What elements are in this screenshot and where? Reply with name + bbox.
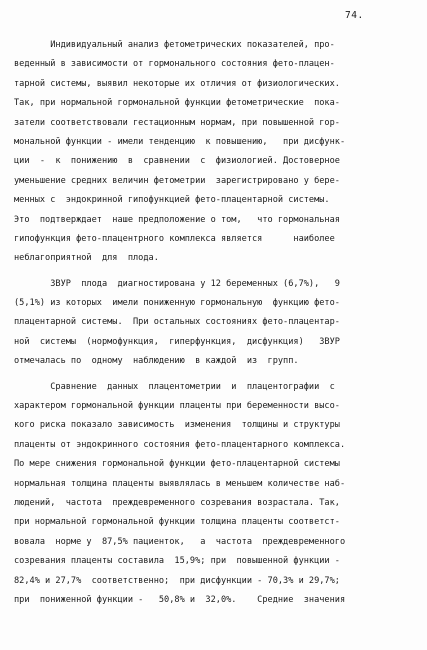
text-line: нормальная толщина плаценты выявлялась в меньшем количестве наб-	[14, 478, 346, 489]
text-line: созревания плаценты составила 15,9%; при повышенной функции -	[14, 556, 340, 567]
text-line: Индивидуальный анализ фетометрических показателей, про-	[14, 40, 335, 50]
text-line: людений, частота преждевременного созревания возрастала. Так,	[14, 497, 340, 508]
text-line: ной системы (нормофункция, гиперфункция, дисфункция) ЗВУР	[14, 336, 340, 347]
text-line: затели соответствовали гестационным нормам, при повышенной гор-	[14, 117, 340, 128]
text-line: неблагоприятной для плода.	[14, 253, 159, 264]
text-line: 82,4% и 27,7% соответственно; при дисфункции - 70,3% и 29,7%;	[14, 575, 340, 586]
paragraph	[14, 36, 416, 269]
text-line: плаценты от эндокринного состояния фето-плацентарного комплекса.	[14, 439, 346, 450]
text-line: Так, при нормальной гормональной функции фетометрические пока-	[14, 98, 340, 109]
text-line: плацентарной системы. При остальных состояниях фето-плацентар-	[14, 317, 340, 328]
text-line: (5,1%) из которых имели пониженную гормональную функцию фето-	[14, 298, 340, 309]
text-line: гипофункция фето-плацентрного комплекса является наиболее	[14, 233, 335, 244]
paragraph	[14, 378, 416, 611]
text-line: тарной системы, выявил некоторые их отличия от физиологических.	[14, 78, 340, 89]
text-line: кого риска показало зависимость изменения толщины и структуры	[14, 420, 340, 431]
text-line: менных с эндокринной гипофункцией фето-плацентарной системы.	[14, 195, 330, 206]
text-line: характером гормональной функции плаценты при беременности высо-	[14, 401, 340, 412]
text-line: веденный в зависимости от гормонального состояния фето-плацен-	[14, 59, 335, 70]
text-line: уменьшение средних величин фетометрии зарегистрировано у бере-	[14, 175, 340, 186]
text-line: вовала норме у 87,5% пациенток, а частота преждевременного	[14, 536, 346, 547]
paragraph	[14, 275, 416, 372]
text-line: отмечалась по одному наблюдению в каждой из групп.	[14, 356, 299, 367]
text-line: при нормальной гормональной функции толщина плаценты соответст-	[14, 517, 340, 528]
text-line: при пониженной функции - 50,8% и 32,0%. Средние значения	[14, 594, 346, 605]
page-number: 74.	[345, 10, 364, 21]
text-line: ЗВУР плода диагностирована у 12 беременных (6,7%), 9	[14, 278, 340, 289]
text-line: Это подтверждает наше предположение о том, что гормональная	[14, 214, 340, 225]
text-line: По мере снижения гормональной функции фето-плацентарной системы	[14, 459, 340, 470]
text-line: Сравнение данных плацентометрии и плацентографии с	[14, 381, 335, 392]
text-line: ции - к понижению в сравнении с физиологией. Достоверное	[14, 156, 340, 167]
text-line: мональной функции - имели тенденцию к повышению, при дисфунк-	[14, 136, 346, 147]
body-text	[14, 36, 416, 610]
